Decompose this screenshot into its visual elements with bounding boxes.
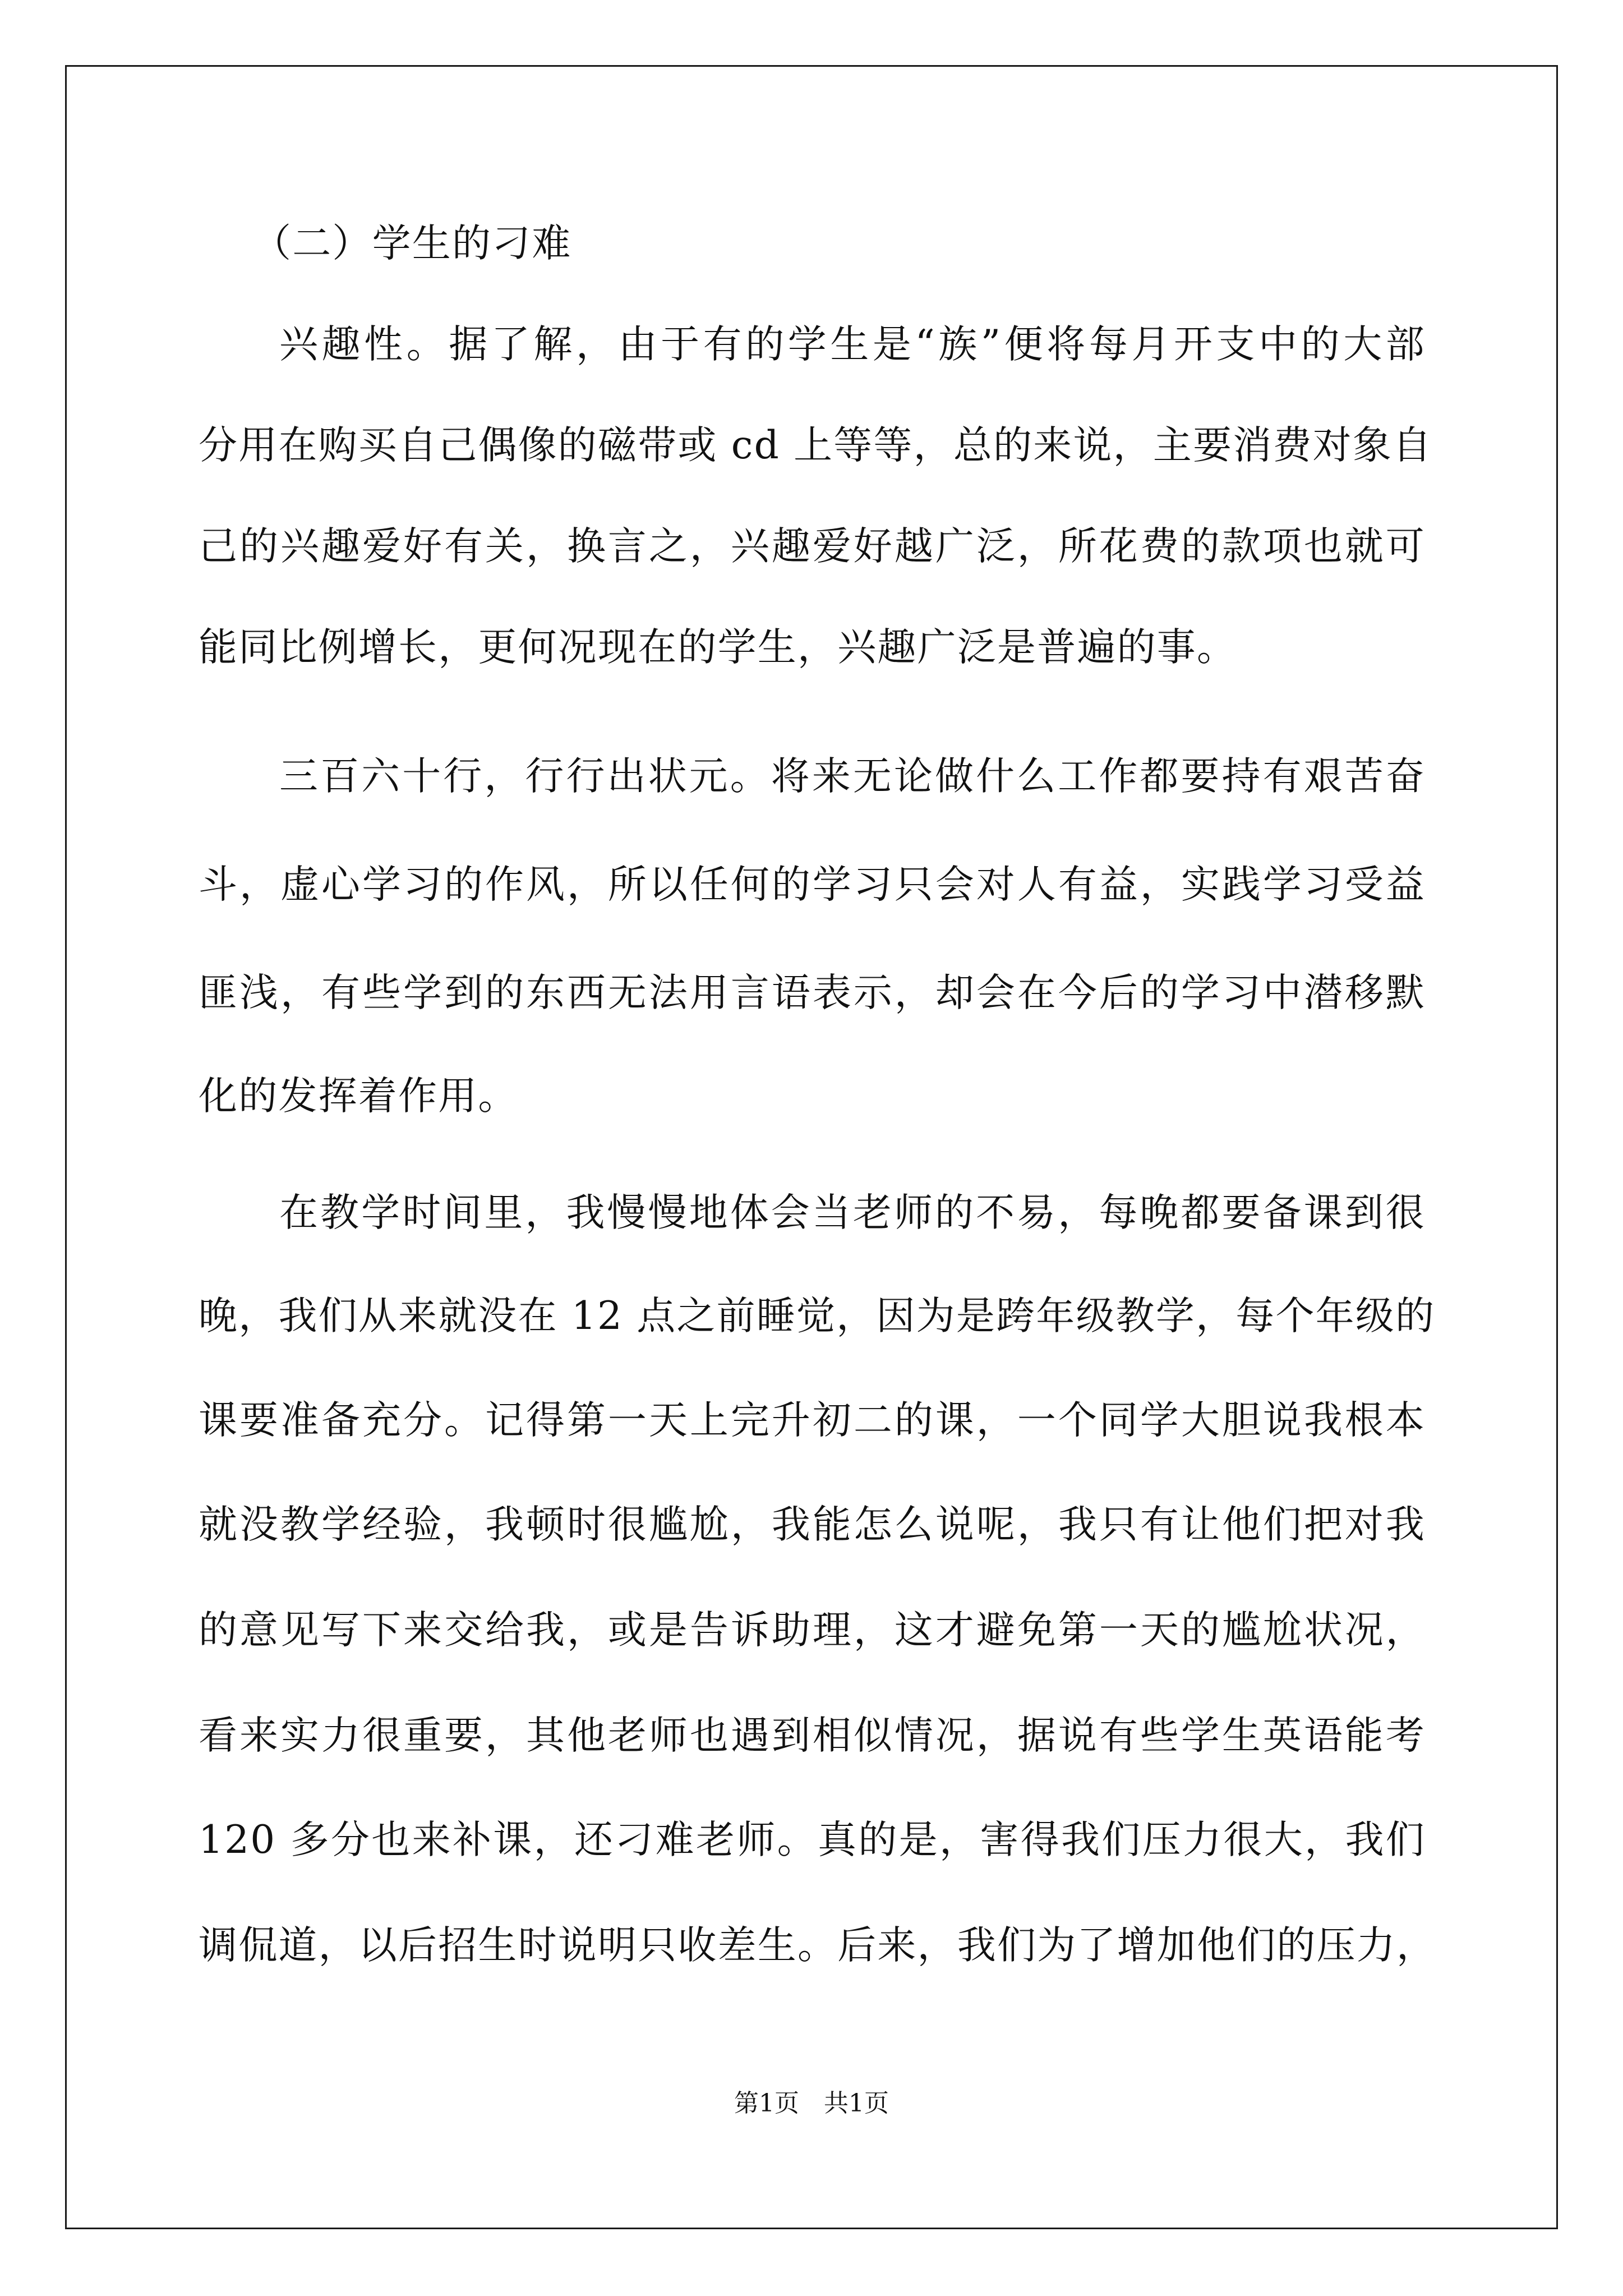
paragraph-2-line-2: 斗，虚心学习的作风，所以任何的学习只会对人有益，实践学习受益 <box>199 862 1426 907</box>
page-frame <box>65 65 1558 2229</box>
page-number-footer: 第1页 共1页 <box>734 2089 889 2118</box>
paragraph-3-line-2: 晚，我们从来就没在 12 点之前睡觉，因为是跨年级教学，每个年级的 <box>199 1294 1436 1338</box>
paragraph-2-line-3: 匪浅，有些学到的东西无法用言语表示，却会在今后的学习中潜移默 <box>199 970 1426 1015</box>
paragraph-1-line-2: 分用在购买自己偶像的磁带或 cd 上等等，总的来说，主要消费对象自 <box>199 423 1433 468</box>
paragraph-1-line-4: 能同比例增长，更何况现在的学生，兴趣广泛是普遍的事。 <box>199 625 1237 670</box>
paragraph-3-line-7: 120 多分也来补课，还刁难老师。真的是，害得我们压力很大，我们 <box>199 1818 1426 1862</box>
section-heading: （二）学生的刁难 <box>252 221 572 266</box>
paragraph-2-line-4: 化的发挥着作用。 <box>199 1074 518 1119</box>
paragraph-1-line-1: 兴趣性。据了解，由于有的学生是“族”便将每月开支中的大部 <box>279 322 1426 367</box>
paragraph-3-line-3: 课要准备充分。记得第一天上完升初二的课，一个同学大胆说我根本 <box>199 1398 1426 1443</box>
paragraph-3-line-8: 调侃道，以后招生时说明只收差生。后来，我们为了增加他们的压力， <box>199 1923 1437 1968</box>
paragraph-3-line-1: 在教学时间里，我慢慢地体会当老师的不易，每晚都要备课到很 <box>279 1190 1426 1235</box>
paragraph-3-line-5: 的意见写下来交给我，或是告诉助理，这才避免第一天的尴尬状况， <box>199 1608 1426 1653</box>
paragraph-3-line-6: 看来实力很重要，其他老师也遇到相似情况，据说有些学生英语能考 <box>199 1713 1426 1758</box>
paragraph-2-line-1: 三百六十行，行行出状元。将来无论做什么工作都要持有艰苦奋 <box>279 754 1426 799</box>
paragraph-1-line-3: 己的兴趣爱好有关，换言之，兴趣爱好越广泛，所花费的款项也就可 <box>199 524 1426 569</box>
paragraph-3-line-4: 就没教学经验，我顿时很尴尬，我能怎么说呢，我只有让他们把对我 <box>199 1502 1426 1547</box>
